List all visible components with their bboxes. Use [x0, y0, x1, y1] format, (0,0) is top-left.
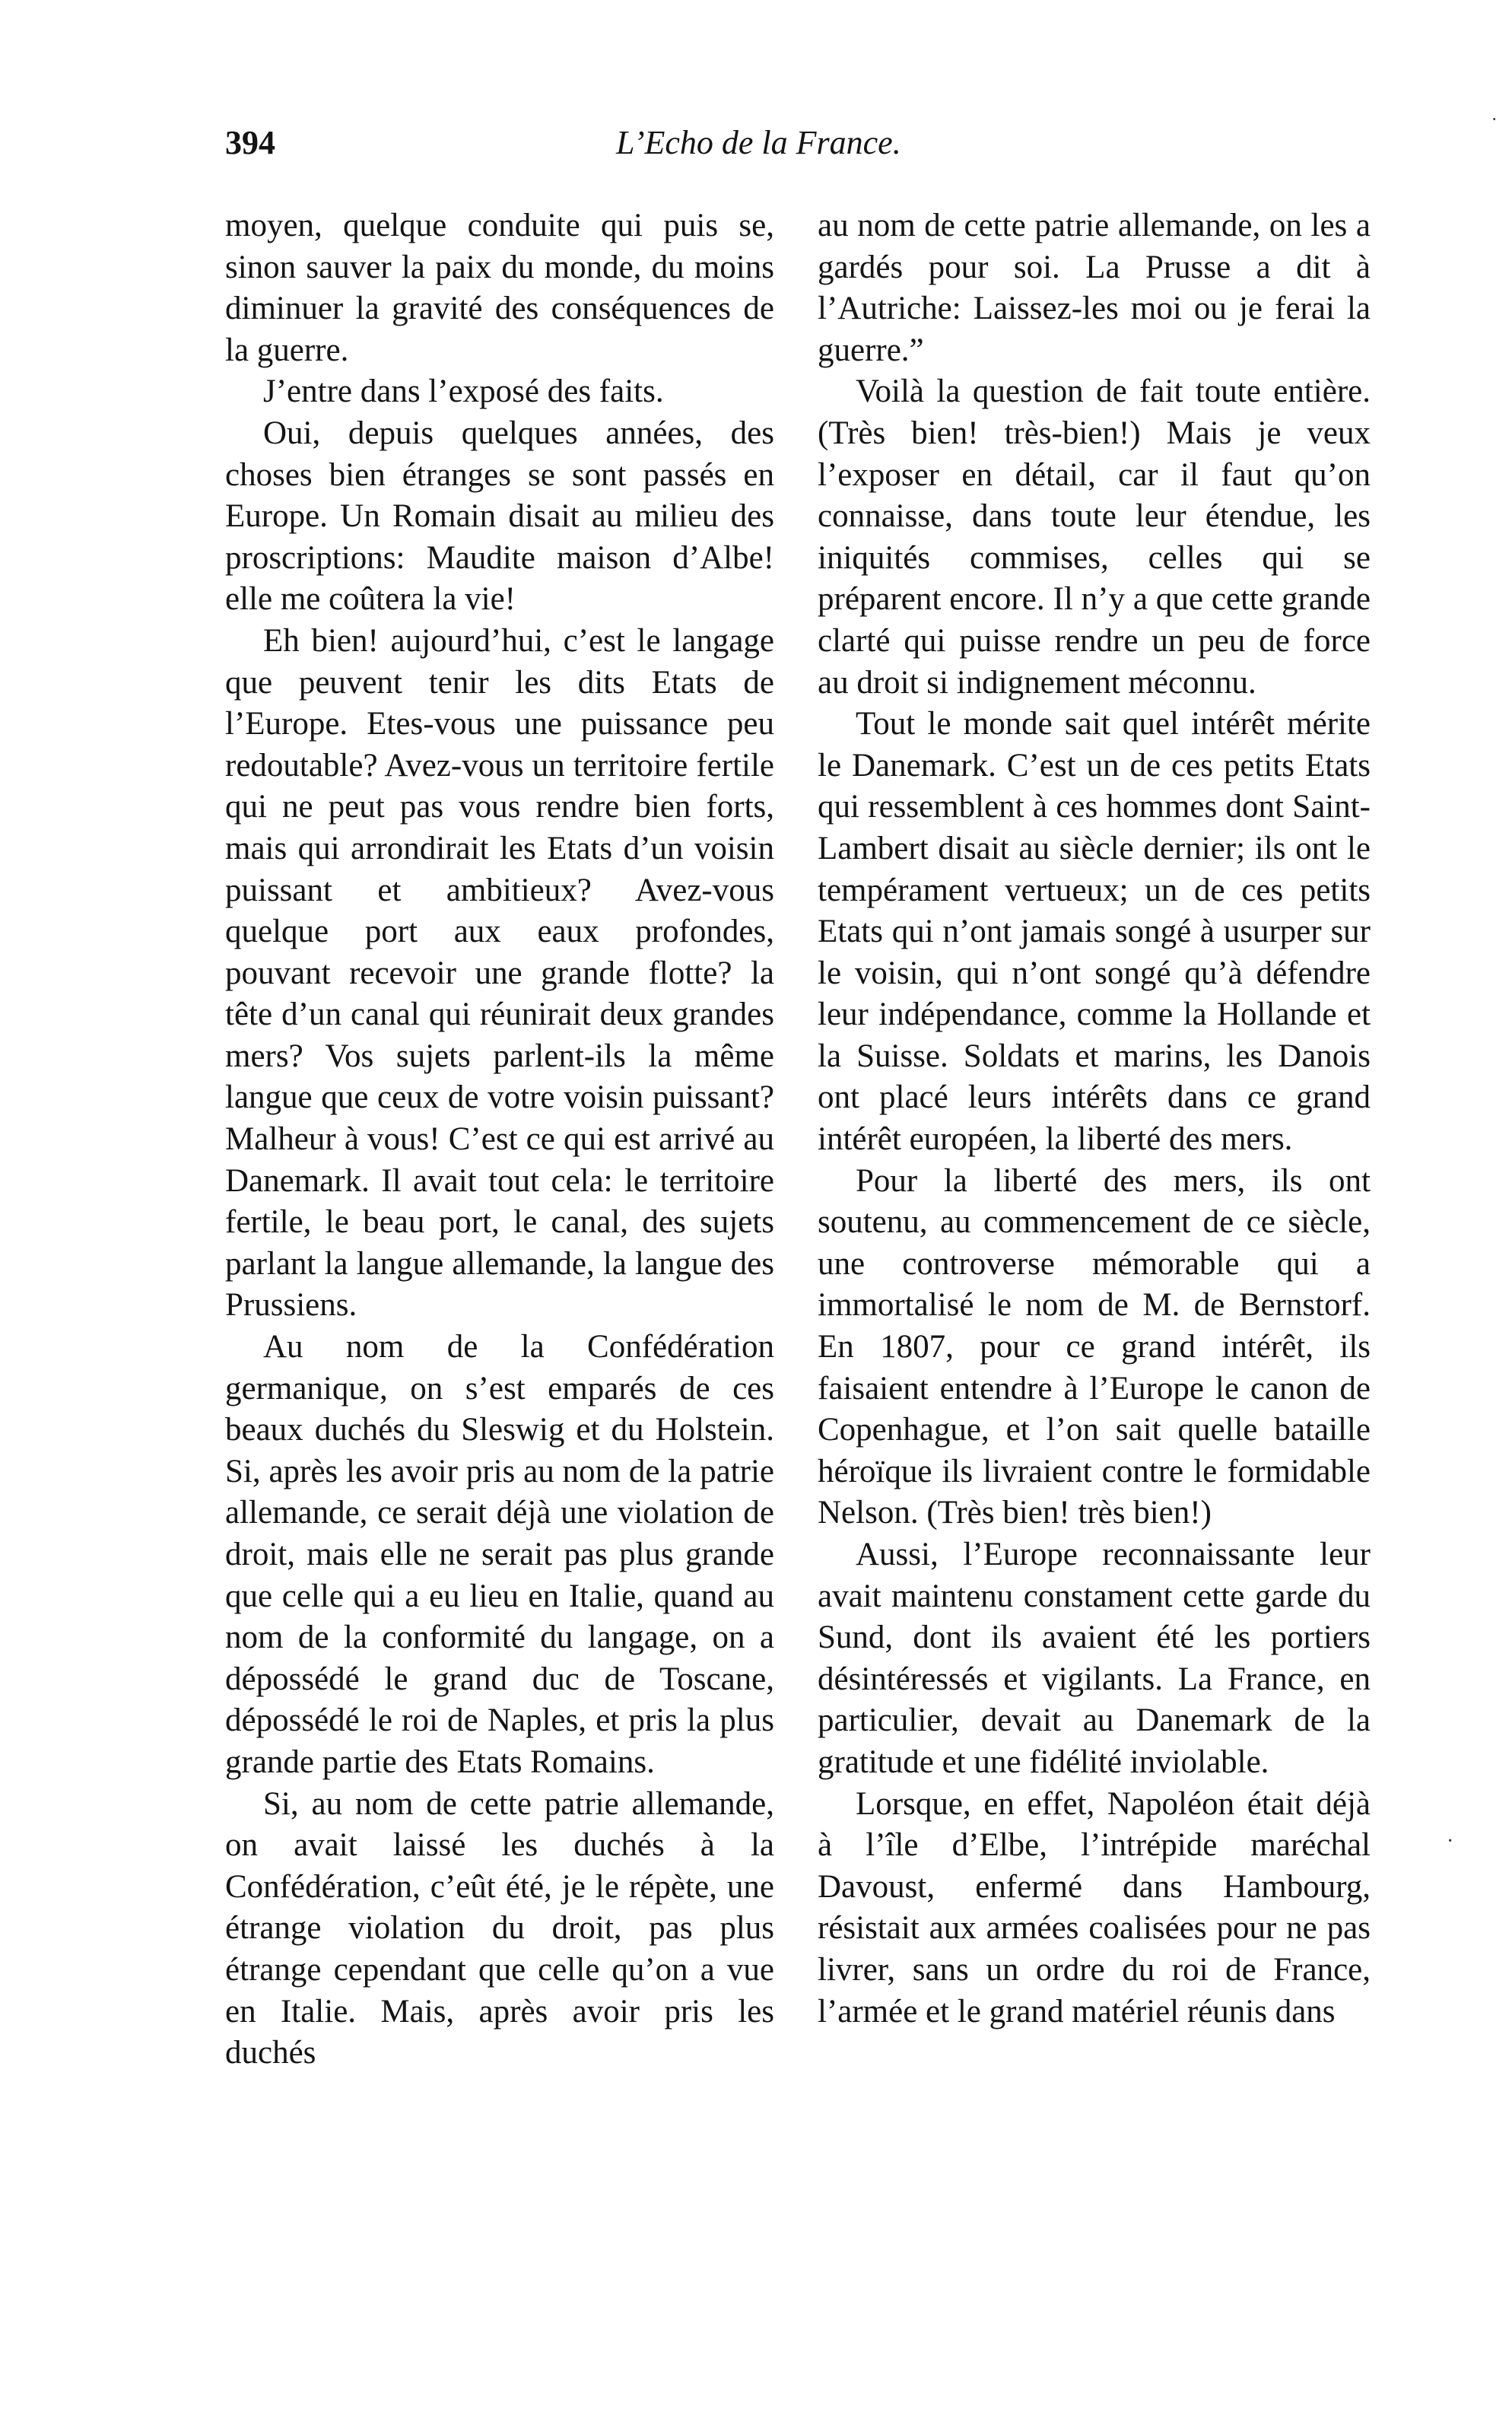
paragraph: Tout le monde sait quel intérêt mérite le Danemark. C’est un de ces petits Etats qui ressemblent à ces hommes dont Saint-Lambert disait au siècle dernier; ils ont le tempérament vertueux; un de ces petits Etats qui n’ont jamais songé à usurper sur le voisin, qui n’ont songé qu’à défendre leur indépendance, comme la Hollande et la Suisse. Soldats et marins, les Danois ont placé leurs intérêts dans ce grand intérêt européen, la liberté des mers. [818, 706, 1371, 1158]
paragraph: J’entre dans l’exposé des faits. [263, 373, 664, 410]
paragraph: Eh bien! aujourd’hui, c’est le langage que peuvent tenir les dits Etats de l’Europe. Etes-vous une puissance peu redoutable? Avez-vous un territoire fertile qui ne peut pas vous rendre bien forts, mais qui arrondirait les Etats d’un voisin puissant et ambitieux? Avez-vous quelque port aux eaux profondes, pouvant recevoir une grande flotte? la tête d’un canal qui réunirait deux grandes mers? Vos sujets parlent-ils la même langue que ceux de votre voisin puissant? Malheur à vous! C’est ce qui est arrivé au Danemark. Il avait tout cela: le territoire fertile, le beau port, le canal, des sujets parlant la langue allemande, la langue des Prussiens. [225, 622, 774, 1324]
scan-speck: · [1447, 1829, 1454, 1853]
paragraph: au nom de cette patrie allemande, on les a gardés pour soi. La Prusse a dit à l’Autriche: Laissez-les moi ou je ferai la guerre.” [818, 208, 1371, 368]
paragraph: Si, au nom de cette patrie allemande, on avait laissé les duchés à la Confédération, c’eût été, je le répète, une étrange violation du droit, pas plus étrange cependant que celle qu’on a vue en Italie. Mais, après avoir pris les duchés [225, 1785, 774, 2071]
running-title: L’Echo de la France. [616, 124, 901, 161]
paragraph: Au nom de la Confédération germanique, on s’est emparés de ces beaux duchés du Sleswig et du Holstein. Si, après les avoir pris au nom de la patrie allemande, ce serait déjà une violation de droit, mais elle ne serait pas plus grande que celle qui a eu lieu en Italie, quand au nom de la conformité du langage, on a dépossédé le grand duc de Toscane, dépossédé le roi de Naples, et pris la plus grande partie des Etats Romains. [225, 1329, 774, 1780]
paragraph: Voilà la question de fait toute entière. (Très bien! très-bien!) Mais je veux l’exposer en détail, car il faut qu’on connaisse, dans toute leur étendue, les iniquités commises, celles qui se préparent encore. Il n’y a que cette grande clarté qui puisse rendre un peu de force au droit si indignement méconnu. [818, 373, 1371, 701]
scan-speck: ˙ [1491, 114, 1498, 138]
paragraph: Lorsque, en effet, Napoléon était déjà à l’île d’Elbe, l’intrépide maréchal Davoust, enfermé dans Hambourg, résistait aux armées coalisées pour ne pas livrer, sans un ordre du roi de France, l’armée et le grand matériel réunis dans [818, 1785, 1371, 2030]
right-column [818, 205, 1371, 2033]
page-number: 394 [225, 124, 275, 161]
left-column [225, 205, 774, 2074]
page-header [221, 120, 1278, 173]
paragraph: Pour la liberté des mers, ils ont soutenu, au commencement de ce siècle, une controverse mémorable qui a immortalisé le nom de M. de Bernstorf. En 1807, pour ce grand intérêt, ils faisaient entendre à l’Europe le canon de Copenhague, et l’on sait quelle bataille héroïque ils livraient contre le formidable Nelson. (Très bien! très bien!) [818, 1162, 1371, 1531]
paragraph: moyen, quelque conduite qui puis se, sinon sauver la paix du monde, du moins diminuer la gravité des conséquences de la guerre. [225, 208, 774, 368]
paragraph: Aussi, l’Europe reconnaissante leur avait maintenu constament cette garde du Sund, dont ils avaient été les portiers désintéressés et vigilants. La France, en particulier, devait au Danemark de la gratitude et une fidélité inviolable. [818, 1537, 1371, 1780]
paragraph: Oui, depuis quelques années, des choses bien étranges se sont passés en Europe. Un Romain disait au milieu des proscriptions: Maudite maison d’Albe! elle me coûtera la vie! [225, 415, 774, 618]
